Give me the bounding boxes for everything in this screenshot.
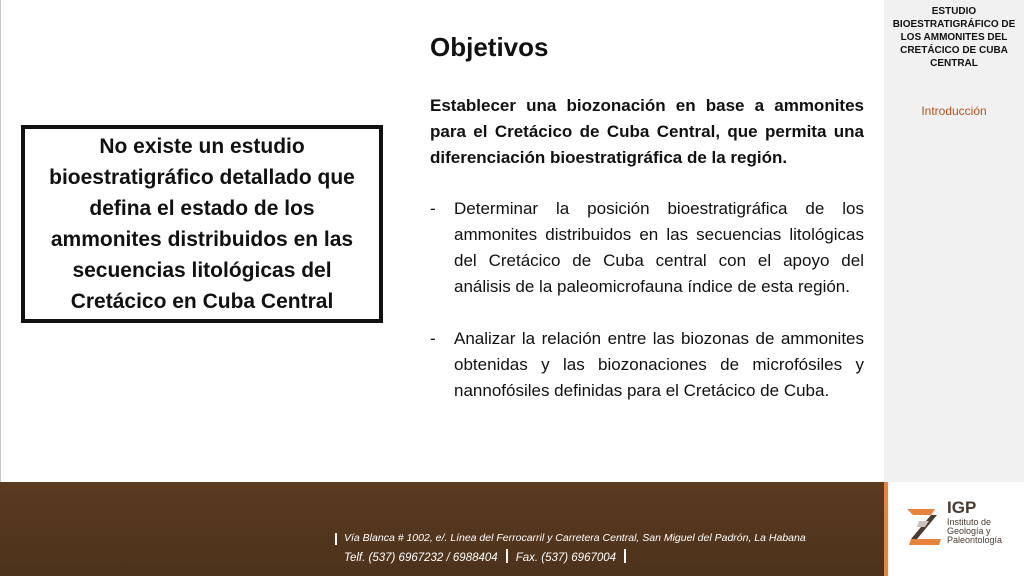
footer-divider [506, 549, 508, 563]
footer-divider [335, 533, 337, 545]
bullet-dash: - [430, 199, 436, 218]
list-item [430, 326, 864, 404]
logo-name: Instituto de Geología y Paleontología [947, 517, 1003, 545]
footer-address: Vía Blanca # 1002, e/. Línea del Ferrocarril y Carretera Central, San Miguel del Padrón, La Habana [344, 532, 806, 544]
objective-text: Determinar la posición bioestratigráfica de los ammonites distribuidos en las secuencias litológicas del Cretácico de Cuba central con el apoyo del análisis de la paleomicrofauna índice de esta región. [454, 199, 864, 296]
list-item [430, 196, 864, 300]
section-label: Introducción [921, 104, 987, 118]
presentation-title: ESTUDIO BIOESTRATIGRÁFICO DE LOS AMMONITES DEL CRETÁCICO DE CUBA CENTRAL [892, 6, 1016, 69]
left-border [0, 0, 1, 482]
logo-acronym: IGP [947, 498, 977, 517]
specific-objectives-list [430, 196, 864, 430]
problem-callout-box [21, 125, 383, 323]
igp-logo-icon [905, 505, 945, 545]
sidebar [884, 0, 1024, 482]
footer-fax: Fax. (537) 6967004 [515, 552, 617, 564]
footer-divider [624, 549, 626, 563]
footer-phone: Telf. (537) 6967232 / 6988404 [344, 552, 498, 564]
problem-statement: No existe un estudio bioestratigráfico detallado que defina el estado de los ammonites distribuidos en las secuencias litológicas del Cretácico en Cuba Central [49, 135, 355, 313]
footer-phone-line [344, 548, 844, 568]
main-objective: Establecer una biozonación en base a ammonites para el Cretácico de Cuba Central, que permita una diferenciación bioestratigráfica de la región. [430, 96, 864, 167]
page-title: Objetivos [430, 32, 549, 62]
bullet-dash: - [430, 329, 436, 348]
objective-text: Analizar la relación entre las biozonas de ammonites obtenidas y las biozonaciones de microfósiles y nannofósiles definidas para el Cretácico de Cuba. [454, 329, 864, 400]
footer-contact [344, 528, 844, 568]
